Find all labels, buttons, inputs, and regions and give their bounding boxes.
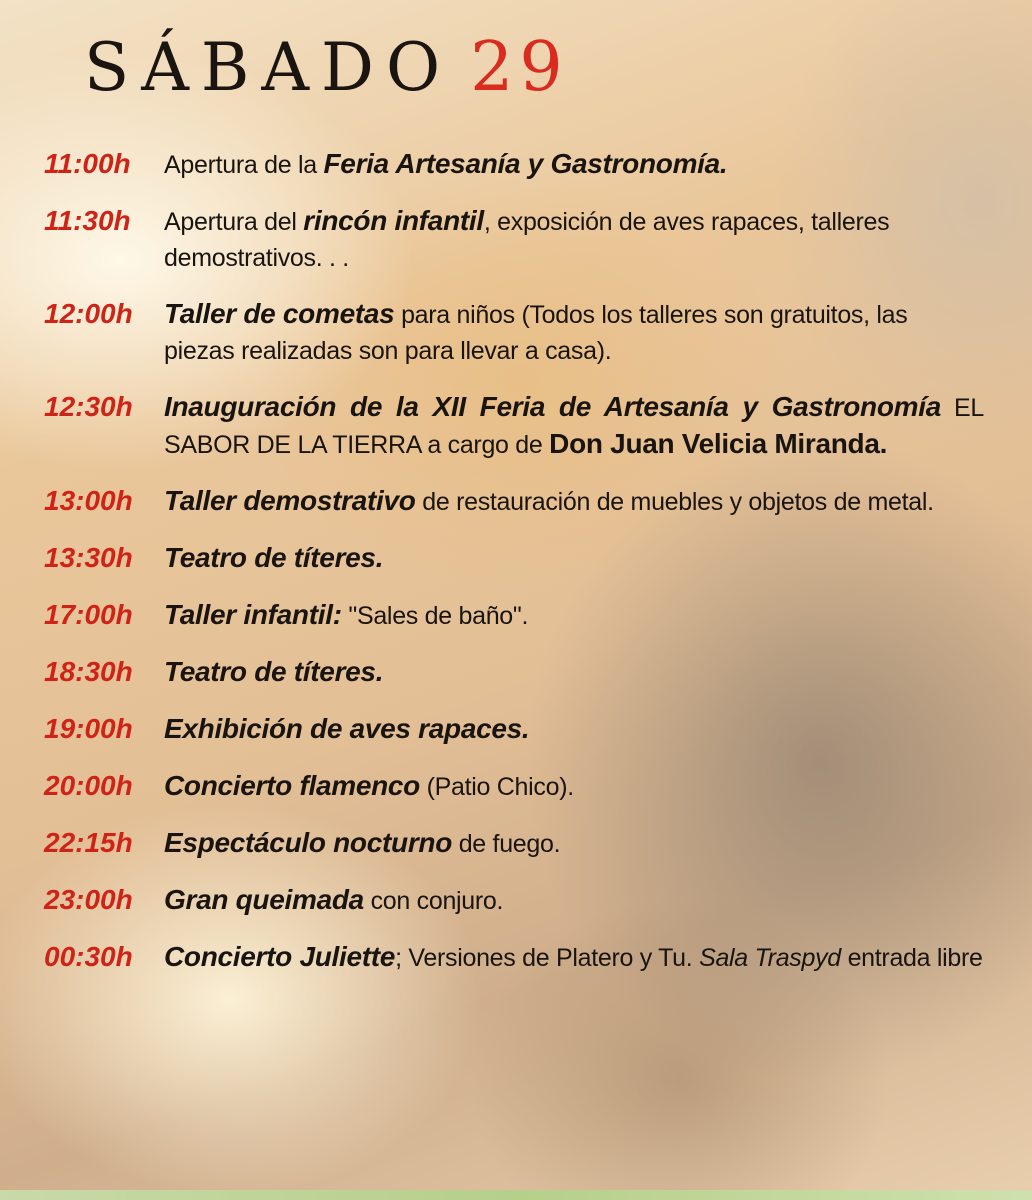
- event-description: [164, 825, 984, 862]
- schedule-row: [44, 654, 984, 691]
- schedule-row: [44, 203, 984, 276]
- event-highlight: Taller infantil:: [164, 599, 342, 630]
- event-highlight: Concierto Juliette: [164, 941, 396, 972]
- description-text: , exposición de aves rapaces, talleres demostrativos. . .: [164, 208, 890, 272]
- event-time: 12:30h: [44, 391, 133, 422]
- event-time: 13:30h: [44, 542, 133, 573]
- event-highlight: Exhibición de aves rapaces.: [164, 713, 530, 744]
- event-description: [164, 540, 984, 577]
- schedule-row: [44, 146, 984, 183]
- event-highlight: Gran queimada: [164, 884, 364, 915]
- event-highlight: Inauguración de la XII Feria de Artesanía y Gastronomía: [164, 391, 942, 422]
- event-time: 11:00h: [44, 148, 131, 179]
- event-highlight: Teatro de títeres.: [164, 656, 384, 687]
- venue-name: Sala Traspyd: [699, 944, 841, 972]
- event-time: 00:30h: [44, 941, 133, 972]
- bottom-border: [0, 1190, 1032, 1200]
- event-time: 18:30h: [44, 656, 133, 687]
- description-text: para niños (Todos los talleres son gratuitos, las piezas realizadas son para llevar a casa).: [164, 301, 908, 365]
- schedule-row: [44, 768, 984, 805]
- event-description: [164, 882, 984, 919]
- event-description: [164, 483, 984, 520]
- event-description: [164, 296, 984, 369]
- description-text: Apertura del: [164, 208, 304, 236]
- event-description: [164, 597, 984, 634]
- event-highlight: Taller de cometas: [164, 298, 395, 329]
- event-description: [164, 711, 984, 748]
- schedule-row: [44, 825, 984, 862]
- description-text: ; Versiones de Platero y Tu.: [395, 944, 700, 972]
- event-time: 11:30h: [44, 205, 131, 236]
- event-description: [164, 389, 984, 463]
- description-text: (Patio Chico).: [419, 773, 574, 801]
- event-schedule: [44, 146, 984, 996]
- event-description: [164, 203, 984, 276]
- day-number: 29: [470, 28, 569, 107]
- schedule-row: [44, 296, 984, 369]
- description-text: con conjuro.: [363, 887, 504, 915]
- schedule-row: [44, 389, 984, 463]
- description-text: Apertura de la: [164, 151, 324, 179]
- event-description: [164, 768, 984, 805]
- day-name: SÁBADO: [84, 29, 453, 106]
- event-time: 23:00h: [44, 884, 133, 915]
- event-highlight: Teatro de títeres.: [164, 542, 384, 573]
- event-highlight: rincón infantil: [303, 205, 484, 236]
- description-text: "Sales de baño".: [341, 602, 529, 630]
- event-description: [164, 146, 984, 183]
- description-text: entrada libre: [840, 944, 983, 972]
- description-text: de restauración de muebles y objetos de metal.: [415, 488, 934, 516]
- description-text: de fuego.: [452, 830, 561, 858]
- event-highlight: Feria Artesanía y Gastronomía.: [323, 148, 728, 179]
- event-time: 12:00h: [44, 298, 133, 329]
- event-description: [164, 654, 984, 691]
- event-description: [164, 939, 984, 976]
- event-highlight: Taller demostrativo: [164, 485, 416, 516]
- guest-name: Don Juan Velicia Miranda.: [549, 428, 888, 459]
- description-text: EL SABOR DE LA TIERRA a cargo de: [164, 394, 985, 459]
- schedule-row: [44, 882, 984, 919]
- schedule-row: [44, 597, 984, 634]
- event-highlight: Espectáculo nocturno: [164, 827, 453, 858]
- schedule-row: [44, 939, 984, 976]
- schedule-row: [44, 711, 984, 748]
- event-time: 22:15h: [44, 827, 133, 858]
- schedule-row: [44, 540, 984, 577]
- page-title: [84, 28, 569, 107]
- event-time: 19:00h: [44, 713, 133, 744]
- schedule-row: [44, 483, 984, 520]
- event-time: 13:00h: [44, 485, 133, 516]
- event-time: 17:00h: [44, 599, 133, 630]
- event-time: 20:00h: [44, 770, 133, 801]
- event-highlight: Concierto flamenco: [164, 770, 420, 801]
